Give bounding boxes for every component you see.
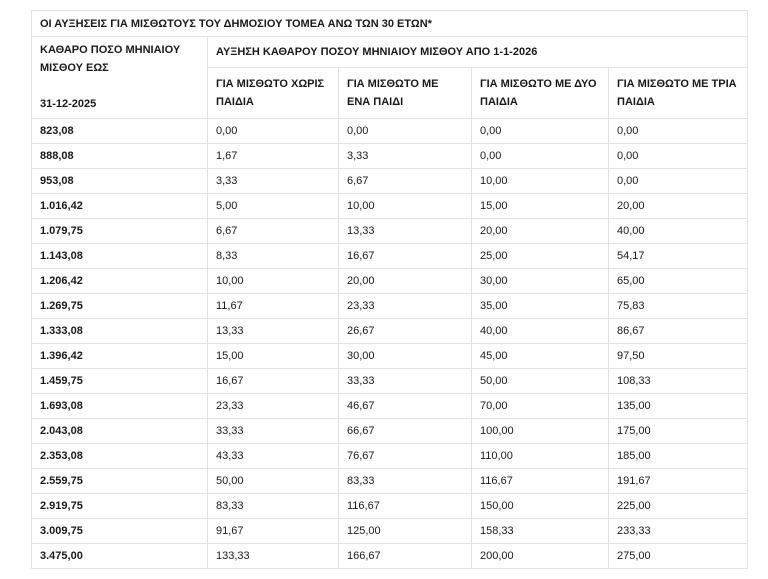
net-salary-cell: 1.396,42	[32, 344, 208, 369]
three-children-cell: 97,50	[609, 344, 748, 369]
one-child-cell: 0,00	[339, 119, 472, 144]
two-children-cell: 158,33	[472, 519, 609, 544]
three-children-cell: 65,00	[609, 269, 748, 294]
no-children-cell: 133,33	[208, 544, 339, 569]
table-row	[32, 144, 748, 169]
net-salary-cell: 3.009,75	[32, 519, 208, 544]
two-children-cell: 0,00	[472, 119, 609, 144]
header-one-child: ΓΙΑ ΜΙΣΘΩΤΟ ΜΕ ΕΝΑ ΠΑΙΔΙ	[339, 68, 472, 119]
two-children-cell: 40,00	[472, 319, 609, 344]
no-children-cell: 5,00	[208, 194, 339, 219]
one-child-cell: 166,67	[339, 544, 472, 569]
no-children-cell: 50,00	[208, 469, 339, 494]
two-children-cell: 35,00	[472, 294, 609, 319]
net-salary-cell: 1.693,08	[32, 394, 208, 419]
one-child-cell: 13,33	[339, 219, 472, 244]
no-children-cell: 13,33	[208, 319, 339, 344]
two-children-cell: 20,00	[472, 219, 609, 244]
two-children-cell: 200,00	[472, 544, 609, 569]
header-row	[32, 37, 748, 68]
two-children-cell: 10,00	[472, 169, 609, 194]
salary-increase-table	[31, 10, 748, 569]
table-row	[32, 519, 748, 544]
one-child-cell: 30,00	[339, 344, 472, 369]
header-no-children: ΓΙΑ ΜΙΣΘΩΤΟ ΧΩΡΙΣ ΠΑΙΔΙΑ	[208, 68, 339, 119]
no-children-cell: 91,67	[208, 519, 339, 544]
table-row	[32, 244, 748, 269]
one-child-cell: 116,67	[339, 494, 472, 519]
no-children-cell: 15,00	[208, 344, 339, 369]
three-children-cell: 54,17	[609, 244, 748, 269]
three-children-cell: 0,00	[609, 144, 748, 169]
table-row	[32, 269, 748, 294]
no-children-cell: 0,00	[208, 119, 339, 144]
two-children-cell: 0,00	[472, 144, 609, 169]
three-children-cell: 135,00	[609, 394, 748, 419]
two-children-cell: 116,67	[472, 469, 609, 494]
no-children-cell: 11,67	[208, 294, 339, 319]
two-children-cell: 45,00	[472, 344, 609, 369]
net-salary-cell: 1.206,42	[32, 269, 208, 294]
two-children-cell: 150,00	[472, 494, 609, 519]
one-child-cell: 66,67	[339, 419, 472, 444]
net-salary-cell: 2.353,08	[32, 444, 208, 469]
two-children-cell: 25,00	[472, 244, 609, 269]
net-salary-cell: 888,08	[32, 144, 208, 169]
one-child-cell: 16,67	[339, 244, 472, 269]
table-row	[32, 119, 748, 144]
no-children-cell: 16,67	[208, 369, 339, 394]
table-row	[32, 169, 748, 194]
one-child-cell: 6,67	[339, 169, 472, 194]
no-children-cell: 83,33	[208, 494, 339, 519]
three-children-cell: 191,67	[609, 469, 748, 494]
header-net-salary-label: ΚΑΘΑΡΟ ΠΟΣΟ ΜΗΝΙΑΙΟΥ ΜΙΣΘΟΥ ΕΩΣ	[40, 44, 181, 74]
net-salary-cell: 823,08	[32, 119, 208, 144]
three-children-cell: 40,00	[609, 219, 748, 244]
header-increase-group: ΑΥΞΗΣΗ ΚΑΘΑΡΟΥ ΠΟΣΟΥ ΜΗΝΙΑΙΟΥ ΜΙΣΘΟΥ ΑΠΟ 1-1-2026	[208, 37, 748, 68]
three-children-cell: 275,00	[609, 544, 748, 569]
table-row	[32, 544, 748, 569]
table-title-row	[32, 11, 748, 37]
one-child-cell: 10,00	[339, 194, 472, 219]
net-salary-cell: 1.269,75	[32, 294, 208, 319]
table-title: ΟΙ ΑΥΞΗΣΕΙΣ ΓΙΑ ΜΙΣΘΩΤΟΥΣ ΤΟΥ ΔΗΜΟΣΙΟΥ ΤΟΜΕΑ ΑΝΩ ΤΩΝ 30 ΕΤΩΝ*	[32, 11, 748, 37]
three-children-cell: 185,00	[609, 444, 748, 469]
table-row	[32, 319, 748, 344]
table-row	[32, 494, 748, 519]
two-children-cell: 110,00	[472, 444, 609, 469]
table-body	[32, 119, 748, 569]
no-children-cell: 10,00	[208, 269, 339, 294]
table-row	[32, 469, 748, 494]
table-row	[32, 219, 748, 244]
one-child-cell: 83,33	[339, 469, 472, 494]
three-children-cell: 108,33	[609, 369, 748, 394]
three-children-cell: 86,67	[609, 319, 748, 344]
net-salary-cell: 2.559,75	[32, 469, 208, 494]
no-children-cell: 1,67	[208, 144, 339, 169]
one-child-cell: 3,33	[339, 144, 472, 169]
two-children-cell: 50,00	[472, 369, 609, 394]
header-three-children: ΓΙΑ ΜΙΣΘΩΤΟ ΜΕ ΤΡΙΑ ΠΑΙΔΙΑ	[609, 68, 748, 119]
one-child-cell: 46,67	[339, 394, 472, 419]
net-salary-cell: 1.079,75	[32, 219, 208, 244]
table-row	[32, 194, 748, 219]
net-salary-cell: 1.459,75	[32, 369, 208, 394]
three-children-cell: 75,83	[609, 294, 748, 319]
three-children-cell: 175,00	[609, 419, 748, 444]
table-row	[32, 344, 748, 369]
two-children-cell: 100,00	[472, 419, 609, 444]
net-salary-cell: 2.919,75	[32, 494, 208, 519]
one-child-cell: 20,00	[339, 269, 472, 294]
no-children-cell: 3,33	[208, 169, 339, 194]
net-salary-cell: 953,08	[32, 169, 208, 194]
header-net-salary-date: 31-12-2025	[40, 98, 97, 110]
table-row	[32, 369, 748, 394]
two-children-cell: 70,00	[472, 394, 609, 419]
net-salary-cell: 1.143,08	[32, 244, 208, 269]
no-children-cell: 33,33	[208, 419, 339, 444]
one-child-cell: 26,67	[339, 319, 472, 344]
table-row	[32, 444, 748, 469]
table-row	[32, 294, 748, 319]
header-two-children: ΓΙΑ ΜΙΣΘΩΤΟ ΜΕ ΔΥΟ ΠΑΙΔΙΑ	[472, 68, 609, 119]
no-children-cell: 8,33	[208, 244, 339, 269]
three-children-cell: 0,00	[609, 119, 748, 144]
no-children-cell: 6,67	[208, 219, 339, 244]
net-salary-cell: 3.475,00	[32, 544, 208, 569]
table-row	[32, 419, 748, 444]
three-children-cell: 233,33	[609, 519, 748, 544]
one-child-cell: 23,33	[339, 294, 472, 319]
table-row	[32, 394, 748, 419]
two-children-cell: 30,00	[472, 269, 609, 294]
one-child-cell: 125,00	[339, 519, 472, 544]
one-child-cell: 33,33	[339, 369, 472, 394]
no-children-cell: 43,33	[208, 444, 339, 469]
three-children-cell: 0,00	[609, 169, 748, 194]
one-child-cell: 76,67	[339, 444, 472, 469]
net-salary-cell: 2.043,08	[32, 419, 208, 444]
no-children-cell: 23,33	[208, 394, 339, 419]
net-salary-cell: 1.333,08	[32, 319, 208, 344]
two-children-cell: 15,00	[472, 194, 609, 219]
three-children-cell: 225,00	[609, 494, 748, 519]
three-children-cell: 20,00	[609, 194, 748, 219]
header-net-salary	[32, 37, 208, 119]
net-salary-cell: 1.016,42	[32, 194, 208, 219]
